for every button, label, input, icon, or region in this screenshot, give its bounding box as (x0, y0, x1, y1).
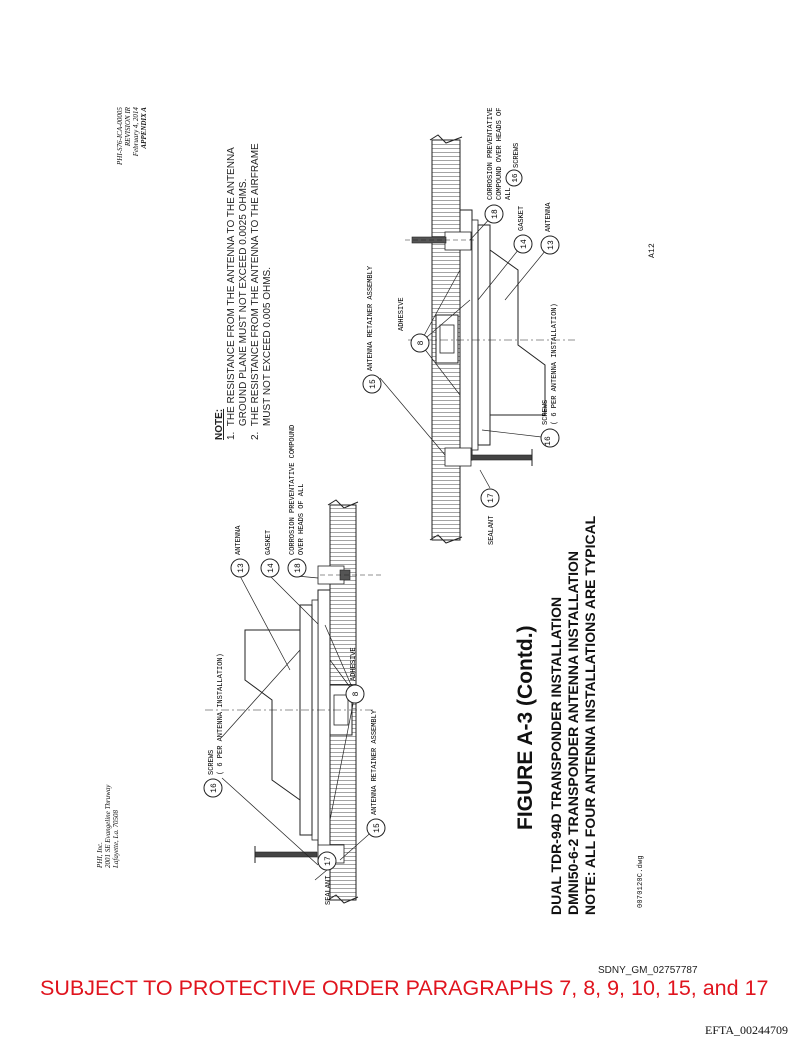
svg-text:8: 8 (352, 691, 361, 697)
svg-text:14: 14 (267, 563, 276, 573)
page-number: A12 (648, 242, 657, 258)
label-adhesive: ADHESIVE (350, 647, 358, 681)
company-city: Lafayette, La. 70508 (112, 810, 120, 868)
svg-text:14: 14 (520, 239, 529, 249)
svg-text:16: 16 (210, 783, 219, 793)
gasket (312, 600, 318, 840)
callout-right-15 (363, 375, 381, 393)
label-compound: SCREWS (513, 142, 521, 168)
label-compound: CORROSION PREVENTATIVE COMPOUND (289, 424, 297, 555)
revision: REVISION IR (124, 107, 132, 147)
drawing-file-name: 0070120C.dwg (637, 855, 645, 908)
screw-right (470, 455, 532, 460)
figure-title: FIGURE A-3 (Contd.) (514, 625, 537, 830)
figure-caption (514, 625, 538, 830)
label-screws: SCREWS (542, 399, 550, 425)
label-compound: ALL (505, 187, 513, 200)
svg-text:16: 16 (544, 436, 553, 446)
callout-left-13 (231, 559, 249, 577)
label-sealant: SEALANT (488, 515, 496, 545)
svg-text:8: 8 (417, 340, 426, 346)
bates-number: SDNY_GM_02757787 (598, 965, 698, 976)
revision-date: February 4, 2014 (132, 107, 140, 157)
svg-text:17: 17 (487, 493, 496, 503)
callout-left-14 (261, 559, 279, 577)
svg-text:15: 15 (369, 379, 378, 389)
callout-right-14 (514, 235, 532, 253)
label-sealant: SEALANT (325, 875, 333, 905)
company-name: PHI, Inc. (96, 842, 104, 868)
label-antenna: ANTENNA (545, 202, 553, 232)
note-line: MUST NOT EXCEED 0.005 OHMS. (262, 266, 273, 440)
label-antenna: ANTENNA (235, 525, 243, 555)
svg-text:15: 15 (373, 823, 382, 833)
svg-text:13: 13 (547, 240, 556, 250)
label-retainer: ANTENNA RETAINER ASSEMBLY (371, 709, 379, 815)
appendix-label: APPENDIX A (140, 107, 148, 149)
protective-order-notice: SUBJECT TO PROTECTIVE ORDER PARAGRAPHS 7, 8, 9, 10, 15, and 17 (40, 976, 769, 1000)
label-screws-note: ( 6 PER ANTENNA INSTALLATION) (217, 653, 225, 775)
callout-right-17 (481, 489, 499, 507)
callout-left-16a (204, 779, 222, 797)
antenna-base (300, 605, 312, 835)
svg-text:18: 18 (491, 209, 500, 219)
company-street: 2001 SE Evangeline Thruway (104, 784, 112, 868)
left-drawing (204, 425, 385, 905)
svg-text:17: 17 (324, 856, 333, 866)
label-retainer: ANTENNA RETAINER ASSEMBLY (367, 265, 375, 371)
label-adhesive: ADHESIVE (398, 297, 406, 331)
document-number: PHI-S76-ICA-00005 (116, 107, 124, 165)
figure-line: NOTE: ALL FOUR ANTENNA INSTALLATIONS ARE TYPICAL (582, 515, 598, 915)
svg-text:18: 18 (294, 563, 303, 573)
figure-description (548, 516, 599, 915)
label-compound: COMPOUND OVER HEADS OF (496, 107, 504, 200)
callout-right-16a (506, 170, 522, 186)
callout-left-15 (367, 819, 385, 837)
label-compound: OVER HEADS OF ALL (298, 483, 306, 555)
label-screws-note: ( 6 PER ANTENNA INSTALLATION) (551, 303, 559, 425)
label-screws: SCREWS (208, 749, 216, 775)
label-gasket: GASKET (265, 529, 273, 555)
note-line: 2. THE RESISTANCE FROM THE ANTENNA TO THE AIRFRAME (250, 143, 261, 440)
figure-line: DMNI50-6-2 TRANSPONDER ANTENNA INSTALLATION (565, 550, 581, 915)
note-title: NOTE: (214, 408, 225, 440)
callout-left-18 (288, 559, 306, 577)
figure-line: DUAL TDR-94D TRANSPONDER INSTALLATION (548, 596, 564, 915)
callout-left-17 (318, 852, 336, 870)
efta-number: EFTA_00244709 (705, 1023, 789, 1037)
callout-right-13 (541, 236, 559, 254)
callout-right-8 (411, 334, 429, 352)
antenna-base (478, 225, 490, 445)
label-compound: CORROSION PREVENTATIVE (487, 107, 495, 200)
gasket (472, 220, 478, 450)
right-drawing (363, 108, 575, 545)
note-line: GROUND PLANE MUST NOT EXCEED 0.0025 OHMS. (238, 178, 249, 440)
callout-right-16b (541, 429, 559, 447)
note-line: 1. THE RESISTANCE FROM THE ANTENNA TO THE ANTENNA (226, 147, 237, 440)
callout-right-18 (485, 205, 503, 223)
label-gasket: GASKET (518, 205, 526, 231)
svg-text:16: 16 (512, 173, 520, 183)
callout-left-8 (346, 685, 364, 703)
screw-left (255, 852, 317, 857)
retainer-plate (318, 590, 330, 850)
svg-text:13: 13 (237, 563, 246, 573)
antenna-blade (245, 630, 300, 800)
